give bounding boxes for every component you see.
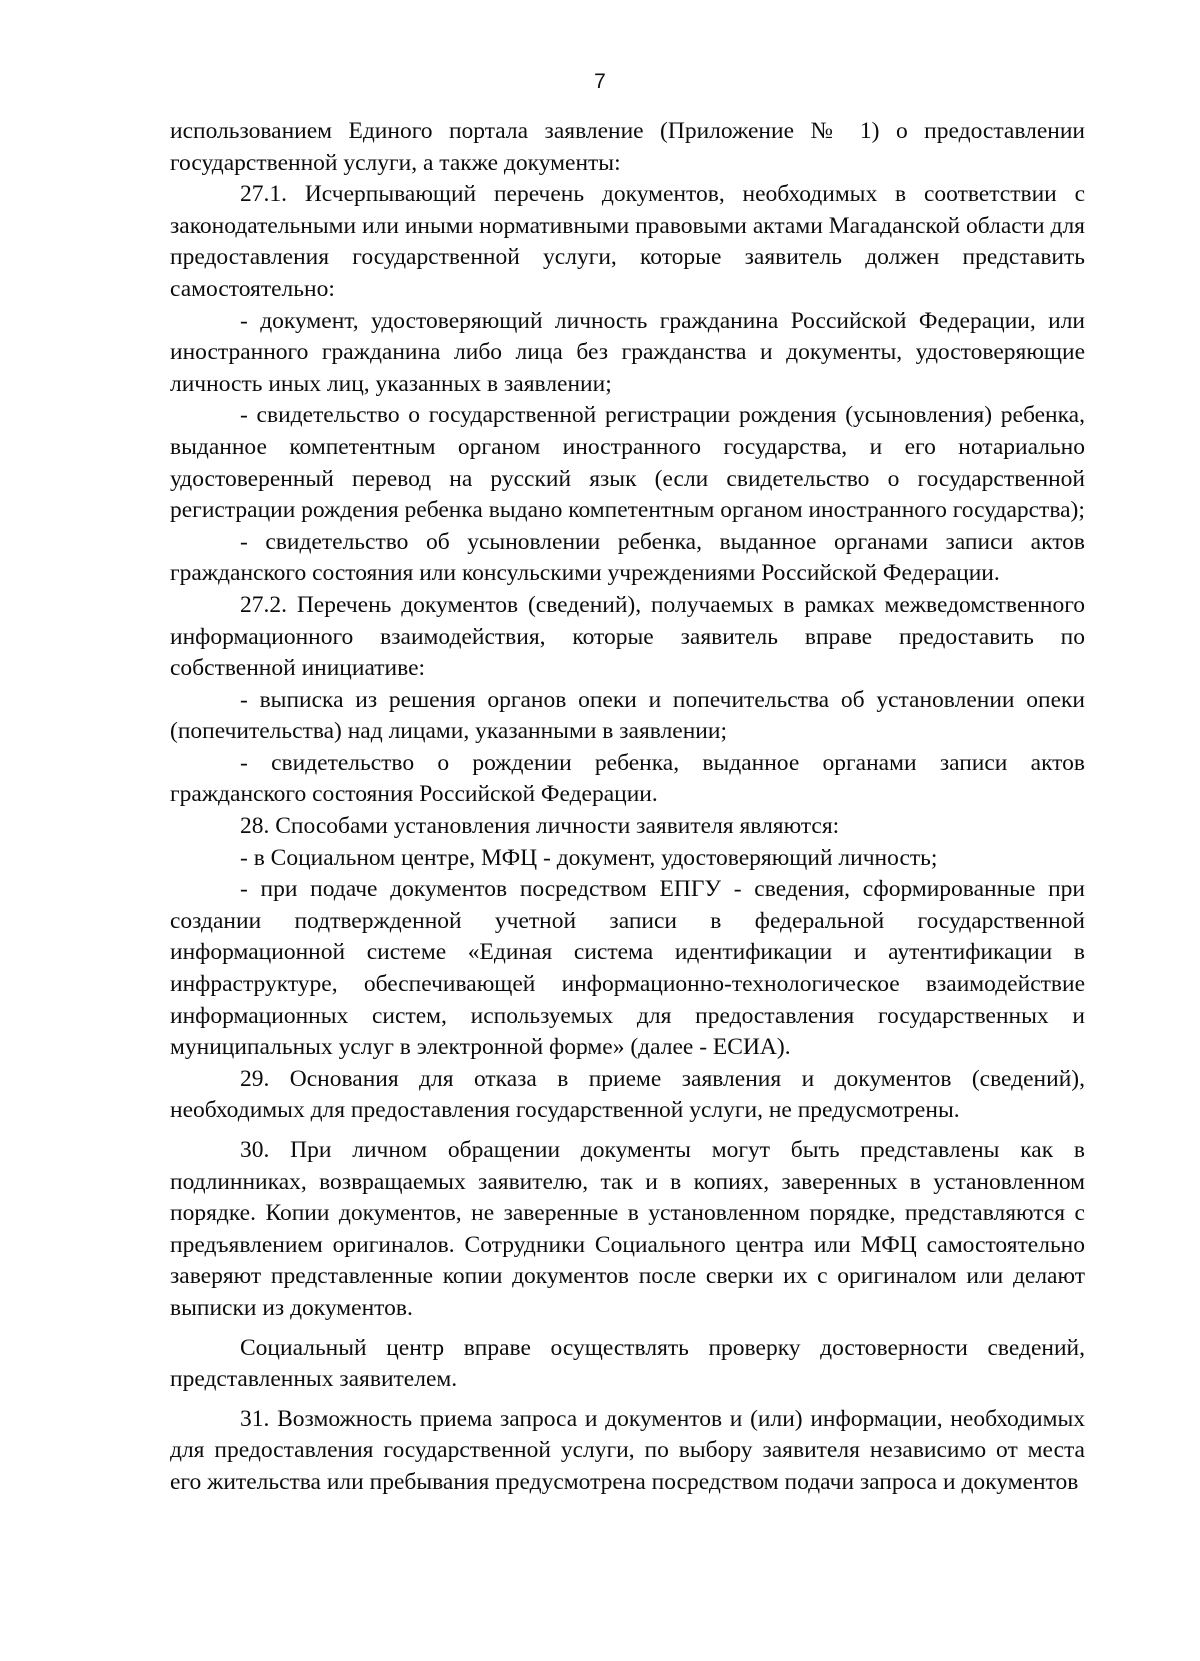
paragraph-31: 31. Возможность приема запроса и документов и (или) информации, необходимых для предоставления государственной услуги, по выбору заявителя независимо от места его жительства или пребывания предусмотрена посредством подачи запроса и документов xyxy=(170,1405,1085,1495)
list-item-social-center-identity: - в Социальном центре, МФЦ - документ, удостоверяющий личность; xyxy=(240,844,938,871)
page-number: 7 xyxy=(594,70,606,93)
paragraph-30: 30. При личном обращении документы могут быть представлены как в подлинниках, возвращаемых заявителю, так и в копиях, заверенных в установленном порядке. Копии документов, не заверенные в установленном порядке, представляются с предъявлением оригиналов. Сотрудники Социального центра или МФЦ самостоятельно заверяют представленные копии документов после сверки их с оригиналом или делают выписки из документов. xyxy=(170,1137,1085,1321)
paragraph-continuation: использованием Единого портала заявление (Приложение № 1) о предоставлении государственной услуги, а также документы: xyxy=(170,118,1085,176)
list-item-epgu-identity: - при подаче документов посредством ЕПГУ - сведения, сформированные при создании подтвержденной учетной записи в федеральной государственной информационной системе «Единая система идентификации и аутентификации в инфраструктуре, обеспечивающей информационно-технологическое взаимодействие информационных систем, используемых для предоставления государственных и муниципальных услуг в электронной форме» (далее - ЕСИА). xyxy=(170,876,1085,1061)
paragraph-27-2: 27.2. Перечень документов (сведений), получаемых в рамках межведомственного информационного взаимодействия, которые заявитель вправе предоставить по собственной инициативе: xyxy=(170,591,1085,682)
list-item-birth-certificate-foreign: - свидетельство о государственной регистрации рождения (усыновления) ребенка, выданное компетентным органом иностранного государства, и его нотариально удостоверенный перевод на русский язык (если свидетельство о государственной регистрации рождения ребенка выдано компетентным органом иностранного государства); xyxy=(170,402,1085,524)
paragraph-verification: Социальный центр вправе осуществлять проверку достоверности сведений, представленных заявителем. xyxy=(170,1334,1085,1393)
paragraph-27-1: 27.1. Исчерпывающий перечень документов, необходимых в соответствии с законодательными или иными нормативными правовыми актами Магаданской области для предоставления государственной услуги, которые заявитель должен представить самостоятельно: xyxy=(170,181,1085,302)
list-item-adoption-certificate: - свидетельство об усыновлении ребенка, выданное органами записи актов гражданского состояния или консульскими учреждениями Российской Федерации. xyxy=(170,528,1085,587)
list-item-birth-certificate: - свидетельство о рождении ребенка, выданное органами записи актов гражданского состояния Российской Федерации. xyxy=(170,749,1085,808)
list-item-guardianship-extract: - выписка из решения органов опеки и попечительства об установлении опеки (попечительства) над лицами, указанными в заявлении; xyxy=(170,686,1085,745)
list-item-identity-document: - документ, удостоверяющий личность гражданина Российской Федерации, или иностранного гражданина либо лица без гражданства и документы, удостоверяющие личность иных лиц, указанных в заявлении; xyxy=(170,307,1085,397)
document-body xyxy=(170,116,1085,1499)
paragraph-28: 28. Способами установления личности заявителя являются: xyxy=(240,813,840,840)
paragraph-29: 29. Основания для отказа в приеме заявления и документов (сведений), необходимых для предоставления государственной услуги, не предусмотрены. xyxy=(170,1065,1085,1124)
